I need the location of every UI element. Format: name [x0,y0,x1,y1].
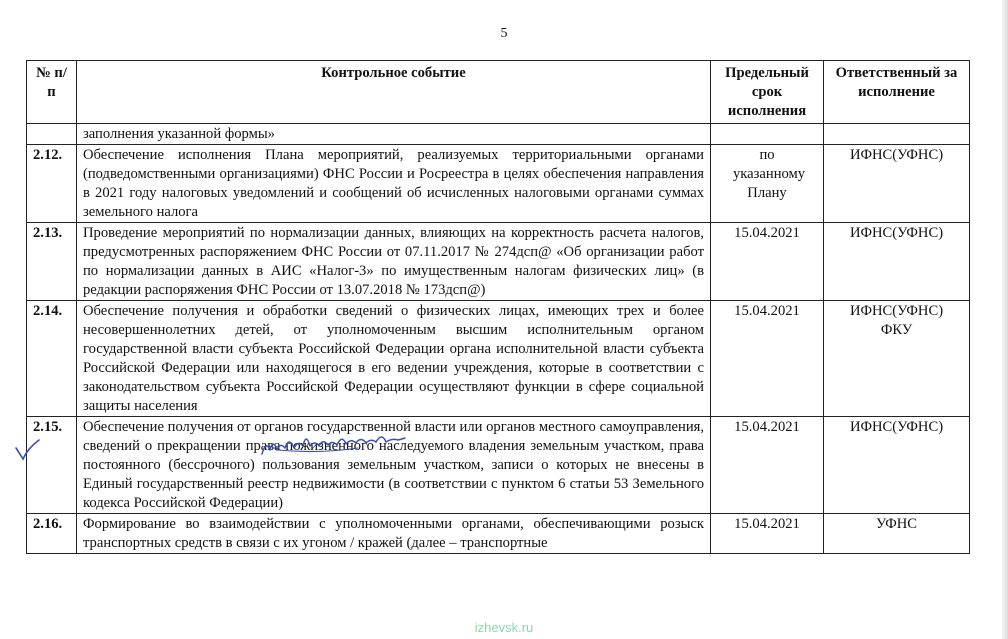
table-row [27,514,970,554]
cell-responsible [824,223,970,301]
table-row-continuation [27,124,970,145]
cell-num: 2.15. [27,417,77,514]
cell-event: Обеспечение получения от органов государственной власти или органов местного самоуправления, сведений о прекращении права пожизненного наследуемого владения земельным участком, права постоянного (бессрочного) пользования земельным участком, записи о которых не внесены в Единый государственный реестр недвижимости (в соответствии с пунктом 6 статьи 53 Земельного кодекса Российской Федерации) [77,417,711,514]
table-row [27,145,970,223]
cell-deadline: 15.04.2021 [711,223,824,301]
cell-deadline: 15.04.2021 [711,417,824,514]
header-deadline: Предельный срок исполнения [711,61,824,124]
control-events-table [26,60,970,554]
cell-num: 2.13. [27,223,77,301]
responsible-name: УФНС [875,516,918,532]
page-number: 5 [500,26,508,41]
cell-event: заполнения указанной формы» [77,124,711,145]
pen-checkmark-icon [14,438,40,462]
cell-event: Обеспечение получения и обработки сведений о физических лицах, имеющих трех и более несовершеннолетних детей, от уполномоченным высшим исполнительным органом государственной власти субъекта Российской Федерации органа исполнительной власти субъекта Российской Федерации или находящегося в его ведении учреждения, которые в соответствии с законодательством субъекта Российской Федерации осуществляют функции в сфере социальной защиты населения [77,301,711,417]
responsible-name: ИФНС(УФНС) [849,419,944,435]
cell-num: 2.14. [27,301,77,417]
cell-num: 2.12. [27,145,77,223]
cell-num [27,124,77,145]
cell-responsible [824,417,970,514]
table-row [27,301,970,417]
cell-deadline [711,124,824,145]
header-responsible: Ответственный за исполнение [824,61,970,124]
cell-event: Проведение мероприятий по нормализации данных, влияющих на корректность расчета налогов, предусмотренных распоряжением ФНС России от 07.11.2017 № 274дсп@ «Об организации работ по нормализации данных в АИС «Налог-3» по имущественным налогам физических лиц» (в редакции распоряжения ФНС России от 13.07.2018 № 173дсп@) [77,223,711,301]
cell-responsible [824,301,970,417]
responsible-name: ИФНС(УФНС) [849,147,944,163]
page-edge-shadow [1002,0,1008,639]
cell-deadline: 15.04.2021 [711,301,824,417]
table-header-row [27,61,970,124]
responsible-extra: ФКУ [880,322,913,338]
cell-responsible [824,145,970,223]
cell-responsible [824,124,970,145]
cell-deadline: 15.04.2021 [711,514,824,554]
watermark: izhevsk.ru [474,620,534,635]
cell-event: Обеспечение исполнения Плана мероприятий, реализуемых территориальными органами (подведомственными организациями) ФНС России и Росреестра в целях обеспечения направления в 2021 году налоговых уведомлений и сообщений об исчисленных налоговыми органами суммах земельного налога [77,145,711,223]
header-num: № п/п [27,61,77,124]
responsible-name: ИФНС(УФНС) [849,303,944,319]
header-event: Контрольное событие [77,61,711,124]
cell-num: 2.16. [27,514,77,554]
responsible-name: ИФНС(УФНС) [849,225,944,241]
cell-event: Формирование во взаимодействии с уполномоченными органами, обеспечивающими розыск транспортных средств в связи с их угоном / кражей (далее – транспортные [77,514,711,554]
cell-responsible [824,514,970,554]
table-row [27,223,970,301]
table-row [27,417,970,514]
handwritten-note [258,428,408,458]
cell-deadline: по указанному Плану [711,145,824,223]
